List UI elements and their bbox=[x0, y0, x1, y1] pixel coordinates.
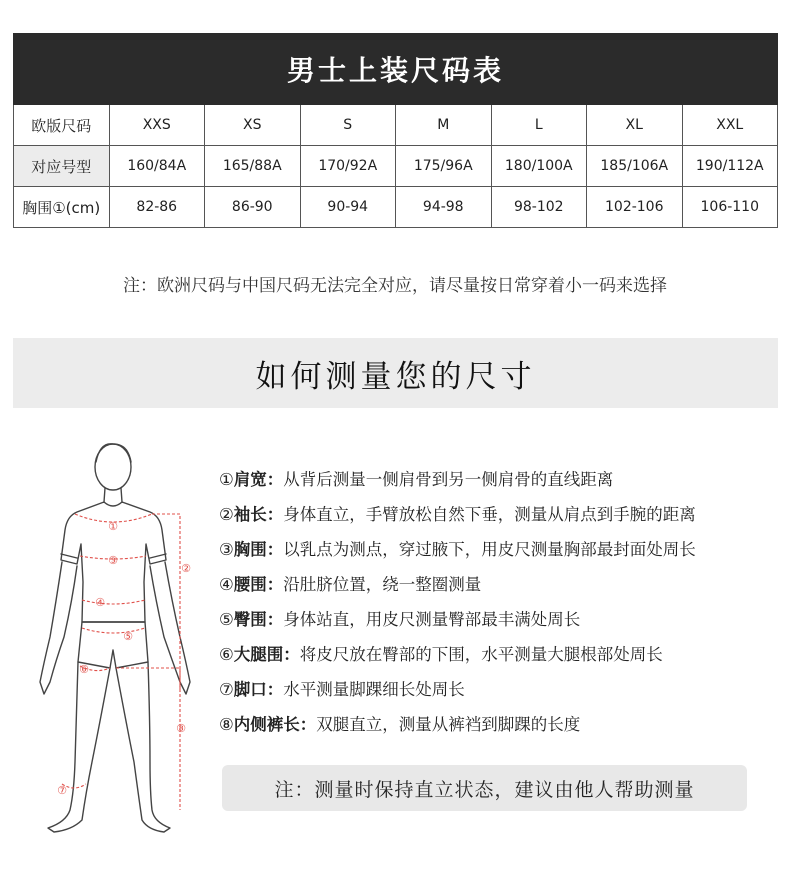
row-label-eu-size: 欧版尺码 bbox=[14, 105, 110, 146]
step-desc: 双腿直立，测量从裤裆到脚踝的长度 bbox=[316, 715, 581, 734]
table-cell: L bbox=[491, 105, 587, 146]
table-cell: 185/106A bbox=[587, 146, 683, 187]
table-cell: 86-90 bbox=[205, 187, 301, 228]
table-cell: M bbox=[396, 105, 492, 146]
table-cell: 165/88A bbox=[205, 146, 301, 187]
table-cell: 98-102 bbox=[491, 187, 587, 228]
step-name: 大腿围： bbox=[233, 645, 300, 664]
step-number: ⑤ bbox=[219, 610, 234, 629]
table-cell: 94-98 bbox=[396, 187, 492, 228]
table-cell: 170/92A bbox=[300, 146, 396, 187]
table-cell: 102-106 bbox=[587, 187, 683, 228]
step-number: ① bbox=[219, 470, 234, 489]
step-number: ③ bbox=[219, 540, 234, 559]
table-row bbox=[14, 187, 778, 228]
step-number: ⑦ bbox=[219, 680, 234, 699]
step-desc: 水平测量脚踝细长处周长 bbox=[283, 680, 465, 699]
step-name: 脚口： bbox=[233, 680, 284, 699]
size-note: 注：欧洲尺码与中国尺码无法完全对应，请尽量按日常穿着小一码来选择 bbox=[123, 276, 667, 296]
step-ankle bbox=[219, 672, 779, 707]
step-desc: 身体直立，手臂放松自然下垂，测量从肩点到手腕的距离 bbox=[283, 505, 696, 524]
table-title: 男士上装尺码表 bbox=[14, 34, 778, 105]
step-desc: 以乳点为测点，穿过腋下，用皮尺测量胸部最封面处周长 bbox=[283, 540, 696, 559]
measure-note bbox=[222, 765, 747, 811]
step-desc: 从背后测量一侧肩骨到另一侧肩骨的直线距离 bbox=[283, 470, 614, 489]
table-cell: 90-94 bbox=[300, 187, 396, 228]
row-label-chest: 胸围①(cm) bbox=[14, 187, 110, 228]
step-number: ⑧ bbox=[219, 715, 234, 734]
step-name: 肩宽： bbox=[233, 470, 284, 489]
step-name: 胸围： bbox=[233, 540, 284, 559]
table-cell: XS bbox=[205, 105, 301, 146]
table-cell: 82-86 bbox=[109, 187, 205, 228]
step-inseam bbox=[219, 707, 779, 742]
step-number: ⑥ bbox=[219, 645, 234, 664]
step-number: ④ bbox=[219, 575, 234, 594]
body-measurement-figure bbox=[20, 432, 210, 872]
marker-waist: ④ bbox=[95, 596, 105, 609]
row-label-cn-size: 对应号型 bbox=[14, 146, 110, 187]
table-cell: 190/112A bbox=[682, 146, 778, 187]
step-name: 内侧裤长： bbox=[233, 715, 317, 734]
marker-shoulder: ① bbox=[108, 520, 118, 533]
step-sleeve bbox=[219, 497, 779, 532]
step-desc: 身体站直，用皮尺测量臀部最丰满处周长 bbox=[283, 610, 581, 629]
marker-ankle: ⑦ bbox=[57, 784, 67, 797]
step-waist bbox=[219, 567, 779, 602]
banner-title: 如何测量您的尺寸 bbox=[255, 358, 536, 395]
table-cell: XL bbox=[587, 105, 683, 146]
step-desc: 沿肚脐位置，绕一整圈测量 bbox=[283, 575, 482, 594]
marker-sleeve: ② bbox=[181, 562, 191, 575]
measure-note-text: 注：测量时保持直立状态，建议由他人帮助测量 bbox=[274, 778, 695, 801]
marker-hip: ⑤ bbox=[123, 630, 133, 643]
step-number: ② bbox=[219, 505, 234, 524]
step-shoulder bbox=[219, 462, 779, 497]
body-outline bbox=[40, 444, 190, 832]
table-row bbox=[14, 105, 778, 146]
step-name: 腰围： bbox=[233, 575, 284, 594]
table-row bbox=[14, 146, 778, 187]
marker-inseam: ⑧ bbox=[176, 722, 186, 735]
table-cell: 175/96A bbox=[396, 146, 492, 187]
step-hip bbox=[219, 602, 779, 637]
size-chart-table bbox=[13, 33, 778, 228]
table-cell: 106-110 bbox=[682, 187, 778, 228]
marker-chest: ③ bbox=[108, 554, 118, 567]
step-name: 袖长： bbox=[233, 505, 284, 524]
step-thigh bbox=[219, 637, 779, 672]
marker-thigh: ⑥ bbox=[79, 663, 89, 676]
table-cell: XXS bbox=[109, 105, 205, 146]
step-desc: 将皮尺放在臀部的下围，水平测量大腿根部处周长 bbox=[299, 645, 663, 664]
table-cell: XXL bbox=[682, 105, 778, 146]
table-cell: 180/100A bbox=[491, 146, 587, 187]
table-cell: 160/84A bbox=[109, 146, 205, 187]
step-name: 臀围： bbox=[233, 610, 284, 629]
measurement-steps bbox=[219, 462, 779, 742]
step-chest bbox=[219, 532, 779, 567]
table-cell: S bbox=[300, 105, 396, 146]
measure-guide-banner bbox=[13, 338, 778, 408]
